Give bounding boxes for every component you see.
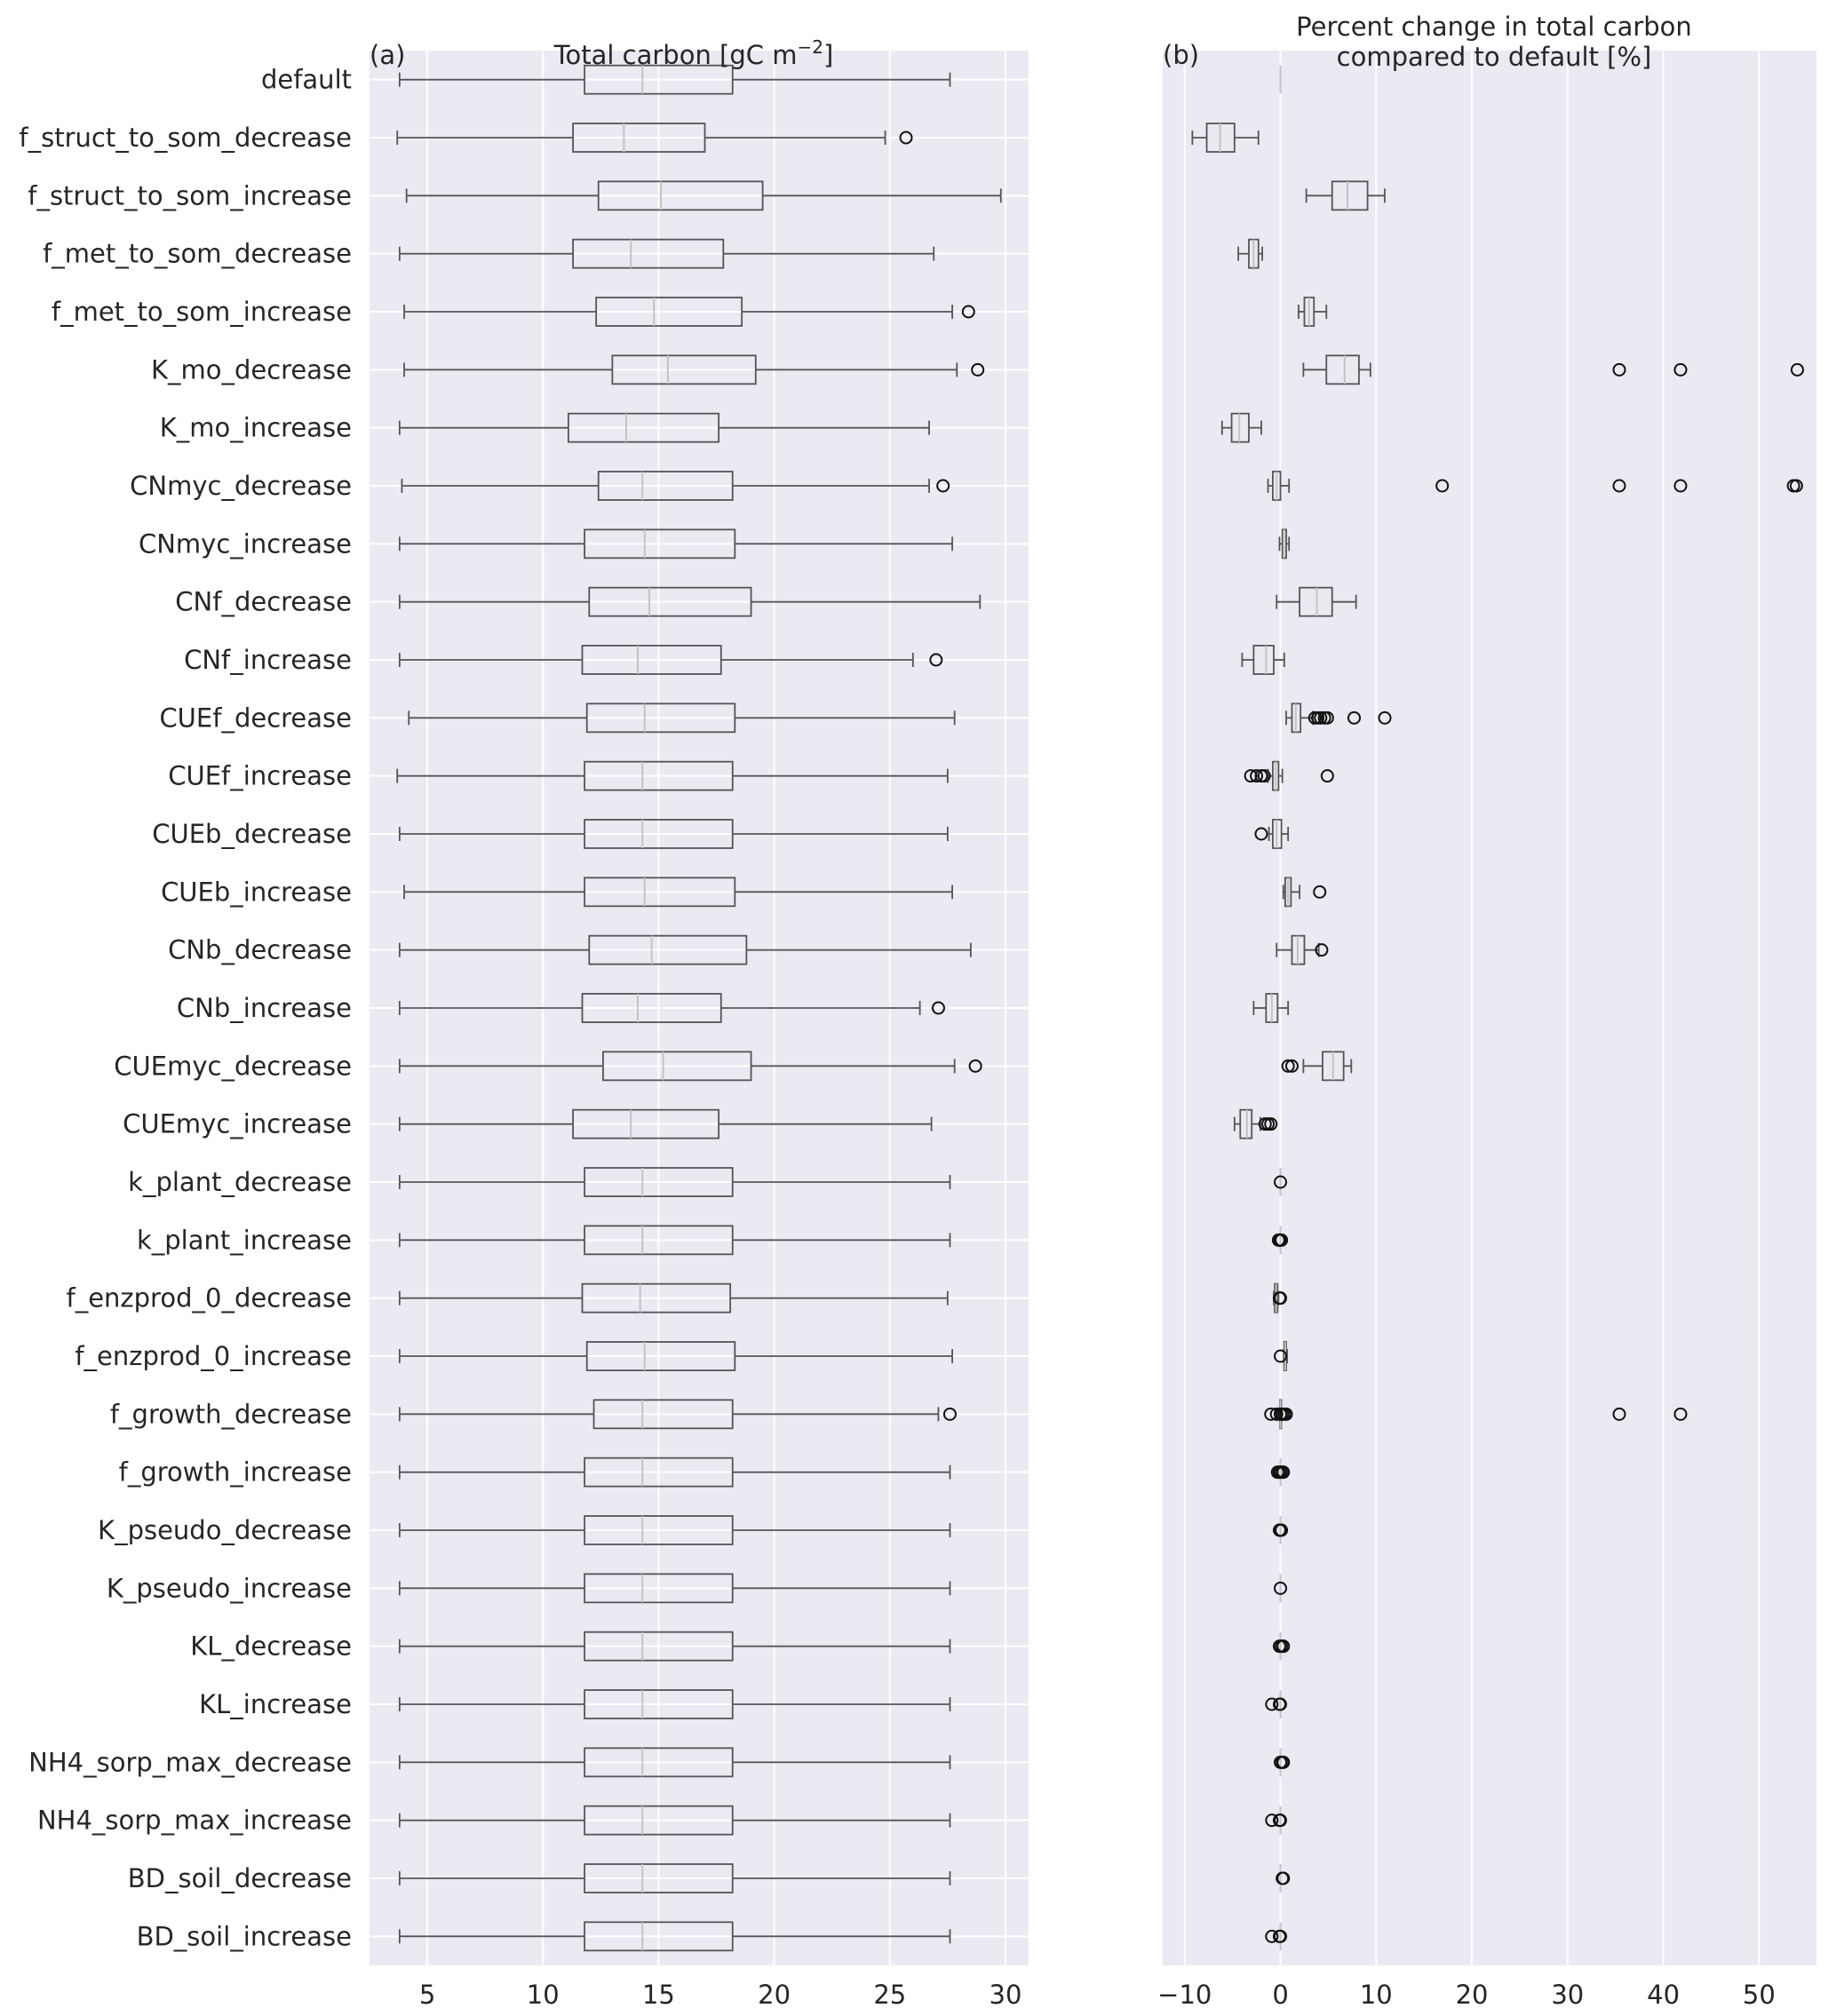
category-label: CNb_decrease: [168, 934, 352, 965]
category-label: CUEf_increase: [168, 760, 352, 791]
panel-b-x-tick-labels: [1157, 1980, 1776, 2010]
category-labels: [19, 65, 352, 1952]
panel-b-percent-change: [1157, 12, 1816, 2010]
category-label: f_enzprod_0_increase: [75, 1341, 352, 1371]
category-label: k_plant_decrease: [128, 1167, 352, 1197]
x-tick-label: 25: [873, 1980, 907, 2010]
x-tick-label: −10: [1157, 1980, 1212, 2010]
x-tick-label: 30: [989, 1980, 1022, 2010]
category-label: CUEb_increase: [161, 877, 352, 908]
x-tick-label: 20: [758, 1980, 791, 2010]
category-label: CNb_increase: [176, 993, 352, 1023]
title-line: compared to default [%]: [1336, 42, 1652, 72]
x-tick-label: 20: [1455, 1980, 1489, 2010]
category-label: CUEmyc_decrease: [114, 1051, 352, 1082]
category-label: k_plant_increase: [136, 1225, 352, 1256]
x-tick-label: 0: [1272, 1980, 1289, 2010]
category-label: BD_soil_increase: [136, 1921, 352, 1952]
panel-b-label: (b): [1163, 40, 1200, 70]
title-exponent: −2: [797, 36, 823, 58]
category-label: BD_soil_decrease: [127, 1863, 352, 1893]
category-label: CUEb_decrease: [152, 819, 352, 849]
panel-a-x-tick-labels: [419, 1980, 1022, 2010]
x-tick-label: 5: [418, 1980, 436, 2010]
title-text-end: ]: [823, 40, 834, 70]
category-label: f_growth_decrease: [109, 1399, 352, 1430]
x-tick-label: 40: [1647, 1980, 1681, 2010]
category-label: K_pseudo_increase: [106, 1573, 352, 1604]
category-label: K_mo_increase: [159, 412, 352, 443]
category-label: K_pseudo_decrease: [98, 1515, 352, 1545]
x-tick-label: 15: [641, 1980, 675, 2010]
x-tick-label: 10: [526, 1980, 560, 2010]
category-label: KL_decrease: [190, 1631, 352, 1662]
category-label: f_enzprod_0_decrease: [66, 1282, 352, 1314]
x-tick-label: 10: [1359, 1980, 1393, 2010]
category-label: CUEmyc_increase: [123, 1108, 352, 1139]
category-label: f_growth_increase: [118, 1456, 352, 1488]
category-label: f_met_to_som_decrease: [43, 238, 352, 269]
panel-a-total-carbon: [19, 36, 1029, 2010]
category-label: KL_increase: [199, 1689, 352, 1719]
category-label: f_struct_to_som_increase: [28, 180, 352, 211]
panel-b-title: [1296, 12, 1692, 72]
category-label: f_met_to_som_increase: [51, 297, 352, 327]
category-label: CUEf_decrease: [159, 702, 352, 734]
title-text: Total carbon [gC m: [553, 40, 798, 70]
panel-a-title: [553, 36, 834, 70]
category-label: f_struct_to_som_decrease: [19, 123, 352, 153]
x-tick-label: 30: [1551, 1980, 1585, 2010]
category-label: NH4_sorp_max_increase: [36, 1805, 352, 1836]
category-label: K_mo_decrease: [150, 354, 352, 385]
title-line: Percent change in total carbon: [1296, 12, 1692, 42]
category-label: CNmyc_decrease: [130, 471, 352, 501]
category-label: NH4_sorp_max_decrease: [28, 1747, 352, 1778]
panel-a-label: (a): [370, 40, 406, 70]
category-label: CNf_increase: [184, 645, 352, 675]
category-label: default: [260, 64, 352, 95]
category-label: CNf_decrease: [175, 586, 352, 617]
x-tick-label: 50: [1742, 1980, 1776, 2010]
category-label: CNmyc_increase: [138, 528, 352, 560]
